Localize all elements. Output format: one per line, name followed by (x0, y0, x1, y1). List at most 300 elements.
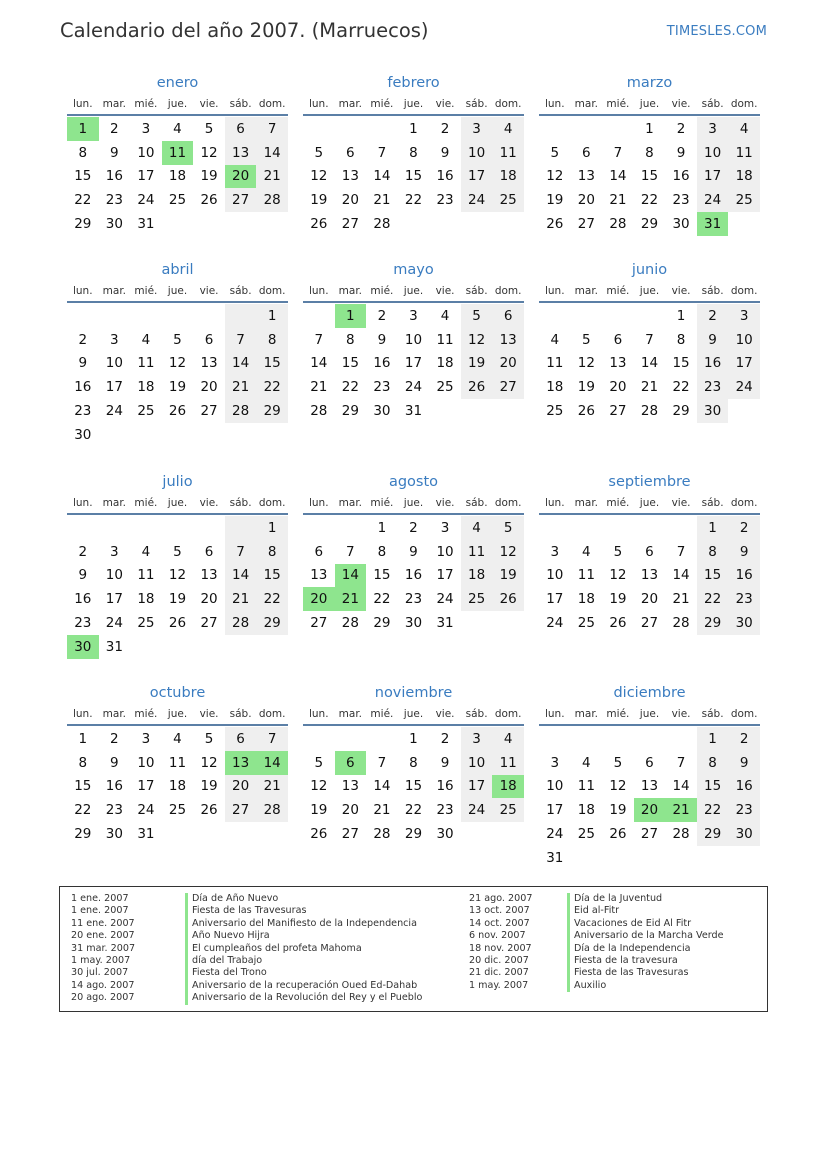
weekday-label: dom. (494, 285, 522, 297)
day-cell: 1 (645, 120, 654, 137)
day-cell: 26 (546, 216, 564, 233)
empty-cell (571, 727, 603, 751)
holiday-name: Aniversario de la Revolución del Rey y el Pueblo (185, 992, 422, 1004)
holiday-date: 20 ene. 2007 (71, 930, 135, 942)
holiday-name: Fiesta de la travesura (567, 955, 678, 967)
day-cell: 29 (640, 216, 659, 233)
weekday-label: sáb. (229, 708, 252, 720)
day-cell: 14 (256, 141, 288, 165)
day-cell: 25 (168, 192, 187, 209)
day-cell: 3 (141, 120, 151, 137)
day-cell: 12 (461, 328, 493, 352)
day-cell: 4 (492, 117, 524, 141)
empty-cell (665, 516, 697, 540)
weekday-label: jue. (403, 497, 424, 509)
empty-cell (602, 727, 634, 751)
day-cell: 22 (373, 591, 391, 608)
weekday-label: jue. (639, 497, 660, 509)
month-name: agosto (388, 474, 439, 490)
weekday-label: vie. (199, 98, 219, 110)
weekday-label: dom. (258, 98, 286, 110)
day-cell: 3 (461, 727, 493, 751)
day-cell: 7 (613, 144, 623, 161)
holiday-row (469, 955, 724, 967)
day-cell: 10 (546, 778, 564, 795)
day-cell: 22 (697, 798, 729, 822)
day-cell: 29 (672, 403, 690, 420)
day-cell: 2 (409, 519, 418, 536)
day-cell: 13 (577, 168, 595, 185)
month-name: septiembre (608, 474, 691, 490)
weekday-label: mié. (370, 98, 394, 110)
day-cell: 2 (676, 120, 686, 137)
empty-cell (193, 516, 225, 540)
day-cell: 22 (341, 379, 359, 396)
day-cell: 20 (634, 798, 666, 822)
day-cell: 25 (137, 615, 155, 632)
holiday-name: Fiesta del Trono (185, 967, 267, 979)
day-cell: 8 (256, 540, 288, 564)
weekday-header (303, 94, 524, 116)
empty-cell (193, 423, 225, 447)
day-cell: 12 (492, 540, 524, 564)
day-cell: 18 (168, 168, 187, 185)
day-cell: 21 (640, 379, 659, 396)
empty-cell (162, 822, 194, 846)
empty-cell (728, 399, 760, 423)
empty-cell (303, 516, 335, 540)
day-cell: 17 (461, 775, 493, 799)
weekday-label: jue. (639, 285, 660, 297)
weekday-label: lun. (72, 98, 93, 110)
empty-cell (225, 304, 257, 328)
day-cell: 20 (225, 165, 257, 189)
day-cell: 7 (377, 144, 387, 161)
day-cell: 20 (341, 192, 359, 209)
weekday-label: vie. (435, 98, 455, 110)
day-cell: 11 (492, 141, 524, 165)
empty-cell (634, 516, 666, 540)
day-cell: 24 (137, 802, 155, 819)
day-grid (67, 727, 288, 846)
holiday-date: 18 nov. 2007 (469, 942, 532, 954)
weekday-label: jue. (403, 285, 424, 297)
site-link[interactable]: TIMESLES.COM (666, 24, 767, 39)
day-cell: 1 (697, 727, 729, 751)
holiday-date: 20 dic. 2007 (469, 954, 529, 966)
empty-cell (130, 635, 162, 659)
day-cell: 27 (200, 403, 218, 420)
day-cell: 16 (728, 775, 760, 799)
weekday-label: dom. (730, 285, 758, 297)
day-cell: 19 (310, 802, 328, 819)
day-cell: 14 (256, 751, 288, 775)
weekday-label: lun. (308, 98, 329, 110)
day-cell: 10 (697, 141, 729, 165)
day-cell: 6 (613, 331, 623, 348)
day-grid (303, 117, 524, 236)
day-cell: 9 (440, 144, 450, 161)
weekday-header (303, 493, 524, 515)
empty-cell (130, 423, 162, 447)
day-cell: 7 (645, 331, 654, 348)
day-cell: 18 (546, 379, 564, 396)
day-cell: 12 (609, 567, 627, 584)
day-cell: 28 (373, 826, 391, 843)
day-cell: 15 (256, 564, 288, 588)
day-cell: 7 (256, 117, 288, 141)
day-cell: 17 (546, 802, 564, 819)
day-cell: 27 (341, 826, 359, 843)
empty-cell (492, 212, 524, 236)
day-cell: 7 (314, 331, 324, 348)
day-cell: 20 (640, 591, 659, 608)
day-cell: 9 (110, 144, 119, 161)
day-cell: 29 (74, 216, 92, 233)
day-cell: 21 (609, 192, 627, 209)
empty-cell (256, 635, 288, 659)
day-cell: 2 (377, 307, 387, 324)
weekday-label: mar. (338, 708, 363, 720)
day-cell: 25 (546, 403, 564, 420)
holiday-name: Día de la Juventud (567, 893, 662, 905)
day-cell: 28 (341, 615, 359, 632)
weekday-header (539, 493, 760, 515)
weekday-label: jue. (167, 98, 188, 110)
day-cell: 29 (404, 826, 423, 843)
day-cell: 7 (225, 540, 257, 564)
day-cell: 1 (335, 304, 367, 328)
holiday-name: Aniversario del Manifiesto de la Independencia (185, 918, 417, 930)
holiday-name: Eid al-Fitr (567, 905, 619, 917)
day-cell: 2 (697, 304, 729, 328)
day-cell: 5 (461, 304, 493, 328)
weekday-label: mar. (574, 497, 599, 509)
weekday-label: sáb. (701, 497, 724, 509)
day-cell: 25 (728, 188, 760, 212)
empty-cell (571, 117, 603, 141)
day-grid (539, 117, 760, 236)
day-cell: 23 (672, 192, 690, 209)
day-cell: 16 (105, 778, 123, 795)
day-cell: 24 (105, 403, 123, 420)
day-cell: 26 (609, 615, 627, 632)
day-cell: 1 (676, 307, 686, 324)
empty-cell (225, 212, 257, 236)
day-cell: 8 (377, 543, 387, 560)
weekday-label: jue. (167, 285, 188, 297)
day-cell: 20 (303, 587, 335, 611)
day-cell: 16 (105, 168, 123, 185)
empty-cell (602, 516, 634, 540)
day-cell: 14 (310, 355, 328, 372)
empty-cell (602, 304, 634, 328)
holiday-date: 13 oct. 2007 (469, 905, 530, 917)
day-cell: 13 (225, 141, 257, 165)
day-cell: 22 (74, 802, 92, 819)
holiday-column-right (469, 893, 724, 992)
holiday-row (71, 905, 422, 917)
day-cell: 6 (492, 304, 524, 328)
day-cell: 26 (461, 375, 493, 399)
day-cell: 5 (173, 331, 182, 348)
weekday-label: vie. (199, 708, 219, 720)
day-cell: 21 (225, 587, 257, 611)
day-cell: 30 (404, 615, 423, 632)
day-cell: 4 (582, 543, 591, 560)
day-cell: 19 (200, 168, 218, 185)
empty-cell (602, 846, 634, 870)
day-cell: 22 (256, 375, 288, 399)
day-cell: 13 (310, 567, 328, 584)
holiday-row (71, 967, 422, 979)
day-cell: 13 (640, 567, 659, 584)
weekday-header (539, 94, 760, 116)
day-cell: 15 (697, 564, 729, 588)
day-cell: 4 (492, 727, 524, 751)
weekday-label: dom. (730, 98, 758, 110)
day-cell: 12 (168, 567, 187, 584)
day-cell: 27 (609, 403, 627, 420)
empty-cell (728, 212, 760, 236)
weekday-label: sáb. (701, 98, 724, 110)
day-cell: 19 (461, 352, 493, 376)
day-cell: 18 (461, 564, 493, 588)
day-cell: 23 (436, 802, 454, 819)
empty-cell (256, 423, 288, 447)
weekday-label: mar. (338, 285, 363, 297)
day-cell: 13 (341, 168, 359, 185)
day-cell: 23 (404, 591, 423, 608)
holiday-name: Aniversario de la recuperación Oued Ed-Dahab (185, 980, 417, 992)
month-junio (539, 259, 760, 423)
day-cell: 24 (546, 615, 564, 632)
day-cell: 11 (728, 141, 760, 165)
day-cell: 26 (168, 403, 187, 420)
weekday-label: sáb. (701, 708, 724, 720)
day-cell: 29 (373, 615, 391, 632)
day-cell: 9 (409, 543, 418, 560)
empty-cell (539, 727, 571, 751)
day-cell: 30 (728, 611, 760, 635)
empty-cell (634, 727, 666, 751)
day-cell: 19 (492, 564, 524, 588)
day-cell: 5 (173, 543, 182, 560)
weekday-label: lun. (308, 708, 329, 720)
empty-cell (335, 516, 367, 540)
day-cell: 20 (492, 352, 524, 376)
day-cell: 6 (346, 144, 355, 161)
weekday-label: lun. (72, 708, 93, 720)
day-cell: 28 (225, 399, 257, 423)
day-cell: 25 (461, 587, 493, 611)
day-cell: 17 (105, 591, 123, 608)
day-cell: 24 (137, 192, 155, 209)
day-cell: 6 (582, 144, 591, 161)
day-cell: 11 (162, 141, 194, 165)
empty-cell (665, 727, 697, 751)
holiday-date: 11 ene. 2007 (71, 917, 135, 929)
day-cell: 19 (577, 379, 595, 396)
month-name: febrero (387, 75, 440, 91)
empty-cell (492, 399, 524, 423)
weekday-label: sáb. (229, 497, 252, 509)
day-cell: 31 (697, 212, 729, 236)
day-cell: 2 (110, 120, 119, 137)
holiday-date: 1 ene. 2007 (71, 905, 129, 917)
month-noviembre (303, 682, 524, 846)
day-cell: 30 (728, 822, 760, 846)
weekday-label: lun. (544, 285, 565, 297)
day-cell: 28 (640, 403, 659, 420)
weekday-label: jue. (167, 708, 188, 720)
day-cell: 6 (204, 331, 214, 348)
day-cell: 29 (341, 403, 359, 420)
weekday-label: dom. (730, 708, 758, 720)
day-cell: 20 (341, 802, 359, 819)
day-cell: 18 (436, 355, 454, 372)
empty-cell (67, 516, 99, 540)
holiday-name: día del Trabajo (185, 955, 262, 967)
weekday-label: jue. (167, 497, 188, 509)
day-cell: 26 (310, 826, 328, 843)
day-cell: 6 (645, 754, 654, 771)
weekday-label: sáb. (465, 708, 488, 720)
weekday-label: mar. (574, 285, 599, 297)
day-cell: 30 (105, 216, 123, 233)
empty-cell (162, 423, 194, 447)
day-cell: 23 (728, 587, 760, 611)
weekday-label: sáb. (465, 98, 488, 110)
weekday-label: mié. (606, 708, 630, 720)
day-cell: 12 (310, 168, 328, 185)
empty-cell (728, 846, 760, 870)
day-cell: 18 (728, 165, 760, 189)
day-cell: 16 (697, 352, 729, 376)
holiday-date: 14 ago. 2007 (71, 979, 135, 991)
day-cell: 19 (168, 591, 187, 608)
day-cell: 4 (728, 117, 760, 141)
weekday-label: mié. (606, 98, 630, 110)
day-cell: 4 (550, 331, 560, 348)
weekday-label: mar. (102, 98, 127, 110)
day-cell: 9 (377, 331, 387, 348)
day-cell: 2 (728, 727, 760, 751)
day-cell: 18 (137, 591, 155, 608)
day-cell: 15 (74, 778, 92, 795)
empty-cell (634, 846, 666, 870)
day-cell: 15 (373, 567, 391, 584)
empty-cell (429, 212, 461, 236)
month-marzo (539, 72, 760, 236)
day-cell: 19 (168, 379, 187, 396)
month-name: noviembre (374, 685, 453, 701)
day-cell: 31 (105, 638, 123, 655)
weekday-label: mar. (574, 98, 599, 110)
day-cell: 23 (728, 798, 760, 822)
day-cell: 21 (373, 802, 391, 819)
day-cell: 30 (436, 826, 454, 843)
day-cell: 7 (377, 754, 387, 771)
day-cell: 12 (200, 754, 218, 771)
day-cell: 23 (436, 192, 454, 209)
weekday-label: sáb. (229, 98, 252, 110)
holiday-row (469, 930, 724, 942)
day-cell: 8 (346, 331, 355, 348)
weekday-label: dom. (494, 708, 522, 720)
day-cell: 5 (613, 754, 623, 771)
day-cell: 31 (546, 849, 564, 866)
holiday-date: 20 ago. 2007 (71, 992, 135, 1004)
day-cell: 14 (225, 352, 257, 376)
day-cell: 20 (609, 379, 627, 396)
day-cell: 21 (665, 798, 697, 822)
weekday-label: mié. (370, 285, 394, 297)
day-cell: 1 (697, 516, 729, 540)
day-cell: 12 (609, 778, 627, 795)
day-cell: 16 (436, 168, 454, 185)
day-grid (539, 727, 760, 870)
weekday-label: dom. (494, 98, 522, 110)
day-cell: 17 (105, 379, 123, 396)
day-cell: 13 (609, 355, 627, 372)
day-cell: 26 (310, 216, 328, 233)
holiday-date: 1 may. 2007 (469, 979, 529, 991)
day-grid (67, 304, 288, 447)
day-cell: 9 (110, 754, 119, 771)
day-cell: 8 (676, 331, 686, 348)
day-cell: 31 (404, 403, 423, 420)
day-cell: 26 (200, 802, 218, 819)
month-agosto (303, 471, 524, 635)
weekday-label: sáb. (465, 497, 488, 509)
day-cell: 28 (256, 188, 288, 212)
day-cell: 5 (204, 730, 214, 747)
holiday-column-left (71, 893, 422, 1005)
day-cell: 10 (105, 567, 123, 584)
weekday-label: vie. (671, 708, 691, 720)
day-cell: 24 (546, 826, 564, 843)
weekday-header (67, 704, 288, 726)
weekday-label: lun. (72, 285, 93, 297)
day-cell: 13 (640, 778, 659, 795)
day-cell: 16 (728, 564, 760, 588)
day-cell: 30 (74, 426, 92, 443)
empty-cell (366, 727, 398, 751)
day-cell: 26 (577, 403, 595, 420)
holiday-name: Aniversario de la Marcha Verde (567, 930, 724, 942)
day-cell: 26 (200, 192, 218, 209)
empty-cell (162, 635, 194, 659)
day-cell: 17 (137, 168, 155, 185)
day-cell: 13 (200, 355, 218, 372)
holiday-date: 6 nov. 2007 (469, 930, 526, 942)
empty-cell (225, 635, 257, 659)
day-cell: 18 (492, 775, 524, 799)
day-cell: 6 (225, 727, 257, 751)
weekday-header (539, 704, 760, 726)
empty-cell (461, 611, 493, 635)
day-cell: 22 (404, 192, 423, 209)
day-cell: 14 (672, 778, 690, 795)
empty-cell (130, 304, 162, 328)
weekday-label: mar. (338, 98, 363, 110)
holiday-name: Auxilio (567, 980, 606, 992)
day-cell: 1 (67, 117, 99, 141)
holiday-row (71, 980, 422, 992)
month-octubre (67, 682, 288, 846)
day-cell: 22 (256, 587, 288, 611)
